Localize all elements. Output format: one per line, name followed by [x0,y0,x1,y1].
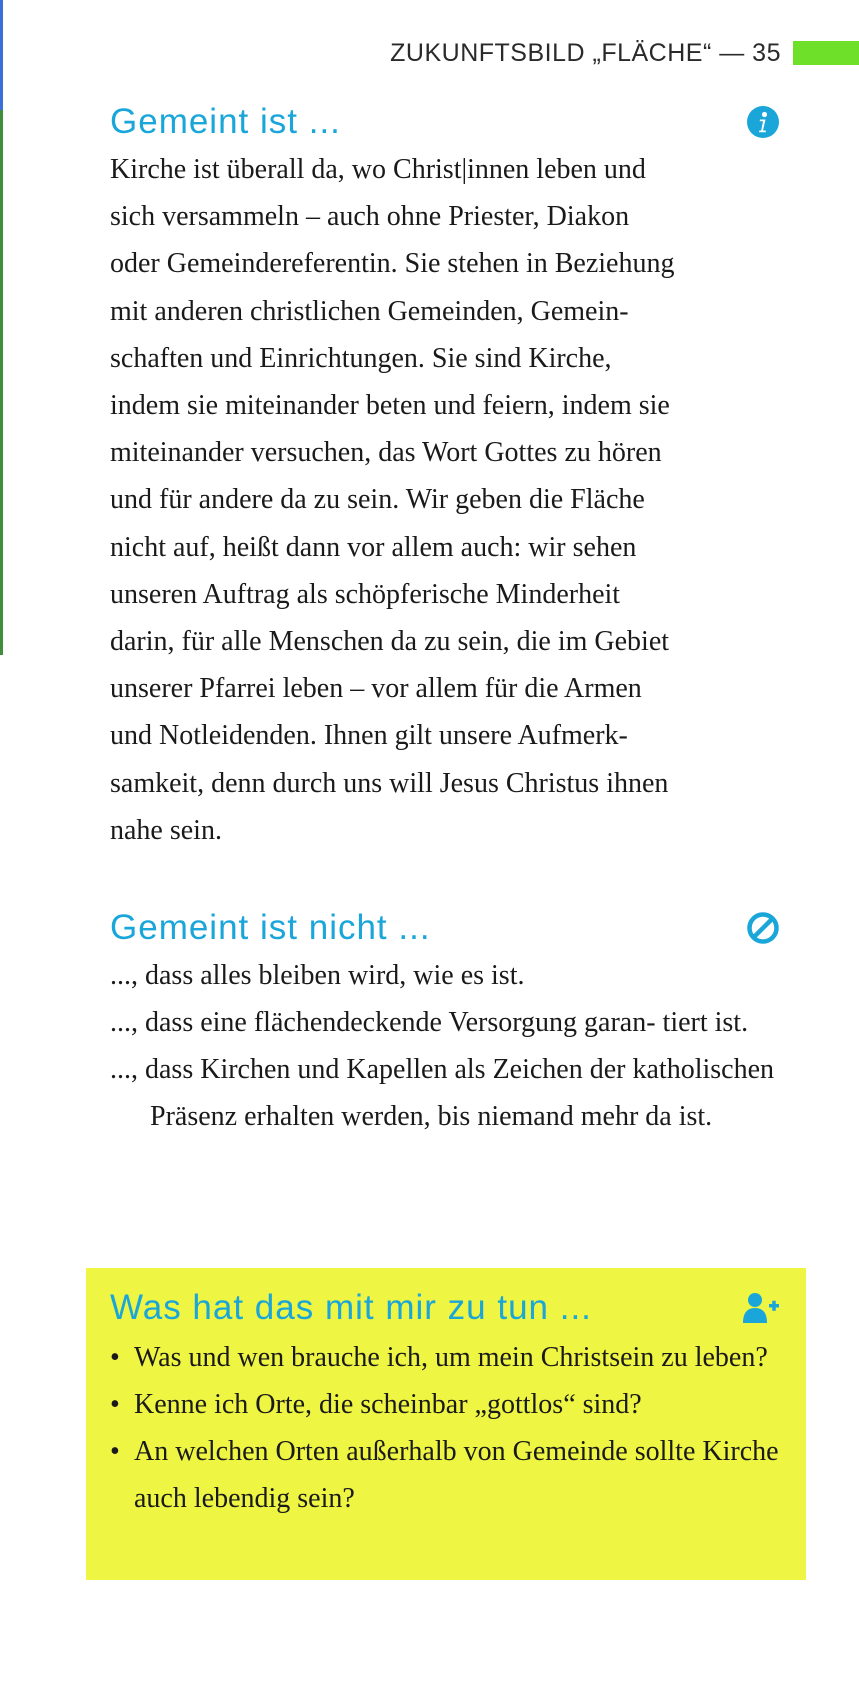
bullet: • [110,1342,120,1373]
body-line: unseren Auftrag als schöpferische Minderheit [110,578,621,610]
list-item: ..., dass eine flächendeckende Versorgung garan- tiert ist. [110,1007,749,1038]
list-item: ..., dass alles bleiben wird, wie es ist. [110,960,525,991]
left-edge-blue-strip [0,0,3,110]
heading-gemeint-nicht: Gemeint ist nicht ... [110,908,431,947]
heading-gemeint: Gemeint ist ... [110,102,341,141]
body-line: nahe sein. [110,814,222,846]
list-item-text: Was und wen brauche ich, um mein Christsein zu leben? [134,1342,768,1373]
body-line: nicht auf, heißt dann vor allem auch: wir sehen [110,531,637,563]
body-line: samkeit, denn durch uns will Jesus Christus ihnen [110,767,669,799]
mir-list [110,1334,780,1522]
body-line: mit anderen christlichen Gemeinden, Gemein- [110,295,629,327]
reflection-box [86,1268,806,1580]
body-line: darin, für alle Menschen da zu sein, die im Gebiet [110,626,670,658]
body-line: miteinander versuchen, das Wort Gottes zu hören [110,437,662,469]
heading-mir: Was hat das mit mir zu tun ... [110,1288,592,1327]
left-edge-green-strip [0,110,3,655]
body-line: oder Gemeindereferentin. Sie stehen in Beziehung [110,248,675,280]
gemeint-body [110,146,780,854]
body-line: und für andere da zu sein. Wir geben die Fläche [110,484,645,516]
add-person-icon [742,1291,780,1325]
body-line: indem sie miteinander beten und feiern, indem sie [110,390,670,422]
list-item [110,1428,780,1522]
list-item-text: An welchen Orten außerhalb von Gemeinde sollte Kirche auch lebendig sein? [134,1436,779,1514]
list-item-text: Kenne ich Orte, die scheinbar „gottlos“ sind? [134,1389,642,1420]
running-header [390,38,859,68]
header-title: ZUKUNFTSBILD „FLÄCHE“ — 35 [390,38,781,67]
body-line: unserer Pfarrei leben – vor allem für die Armen [110,673,642,705]
list-item: ..., dass Kirchen und Kapellen als Zeichen der katholischen Präsenz erhalten werden, bis niemand mehr da ist. [110,1054,775,1132]
bullet: • [110,1436,120,1467]
info-icon [746,105,780,139]
body-line: Kirche ist überall da, wo Christ|innen leben und [110,154,646,185]
nicht-list [110,952,780,1140]
section-gemeint [110,100,780,854]
list-item [110,1334,780,1381]
list-item [110,1381,780,1428]
body-line: schaften und Einrichtungen. Sie sind Kirche, [110,342,612,374]
body-line: sich versammeln – auch ohne Priester, Diakon [110,201,630,233]
prohibited-icon [746,911,780,945]
header-accent-bar [793,41,859,65]
section-nicht [110,906,780,1140]
bullet: • [110,1389,120,1420]
body-line: und Notleidenden. Ihnen gilt unsere Aufmerk- [110,720,628,752]
